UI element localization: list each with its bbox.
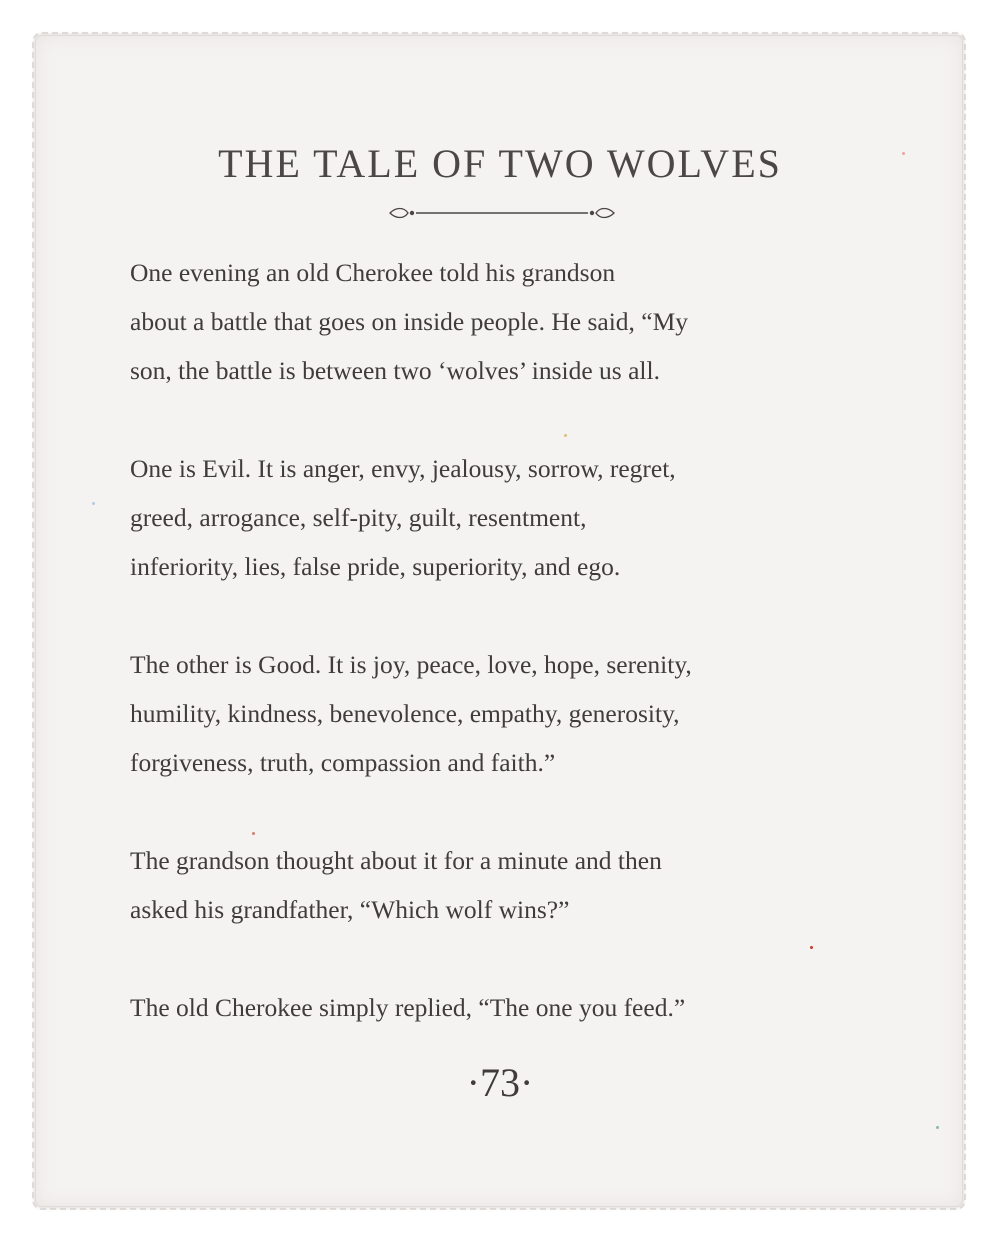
text-line: asked his grandfather, “Which wolf wins?”: [130, 895, 570, 924]
paragraph: [130, 983, 890, 1032]
text-line: forgiveness, truth, compassion and faith.”: [130, 748, 556, 777]
text-line: greed, arrogance, self-pity, guilt, resentment,: [130, 503, 587, 532]
text-line: The other is Good. It is joy, peace, love, hope, serenity,: [130, 650, 692, 679]
flourish-divider-icon: [386, 203, 618, 223]
story-body: [130, 248, 890, 1081]
text-line: The old Cherokee simply replied, “The one you feed.”: [130, 993, 686, 1022]
text-line: The grandson thought about it for a minute and then: [130, 846, 662, 875]
text-line: humility, kindness, benevolence, empathy, generosity,: [130, 699, 680, 728]
text-line: about a battle that goes on inside people. He said, “My: [130, 307, 689, 336]
paragraph: [130, 444, 890, 591]
text-line: inferiority, lies, false pride, superiority, and ego.: [130, 552, 621, 581]
paragraph: [130, 640, 890, 787]
paper-speck: [92, 502, 95, 505]
text-line: son, the battle is between two ‘wolves’ inside us all.: [130, 356, 660, 385]
text-line: One evening an old Cherokee told his grandson: [130, 258, 616, 287]
paragraph: [130, 836, 890, 934]
page-title: THE TALE OF TWO WOLVES: [218, 141, 782, 186]
paragraph: [130, 248, 890, 395]
page-number: ·73·: [466, 1060, 534, 1105]
text-line: One is Evil. It is anger, envy, jealousy, sorrow, regret,: [130, 454, 676, 483]
paper-speck: [936, 1126, 939, 1129]
